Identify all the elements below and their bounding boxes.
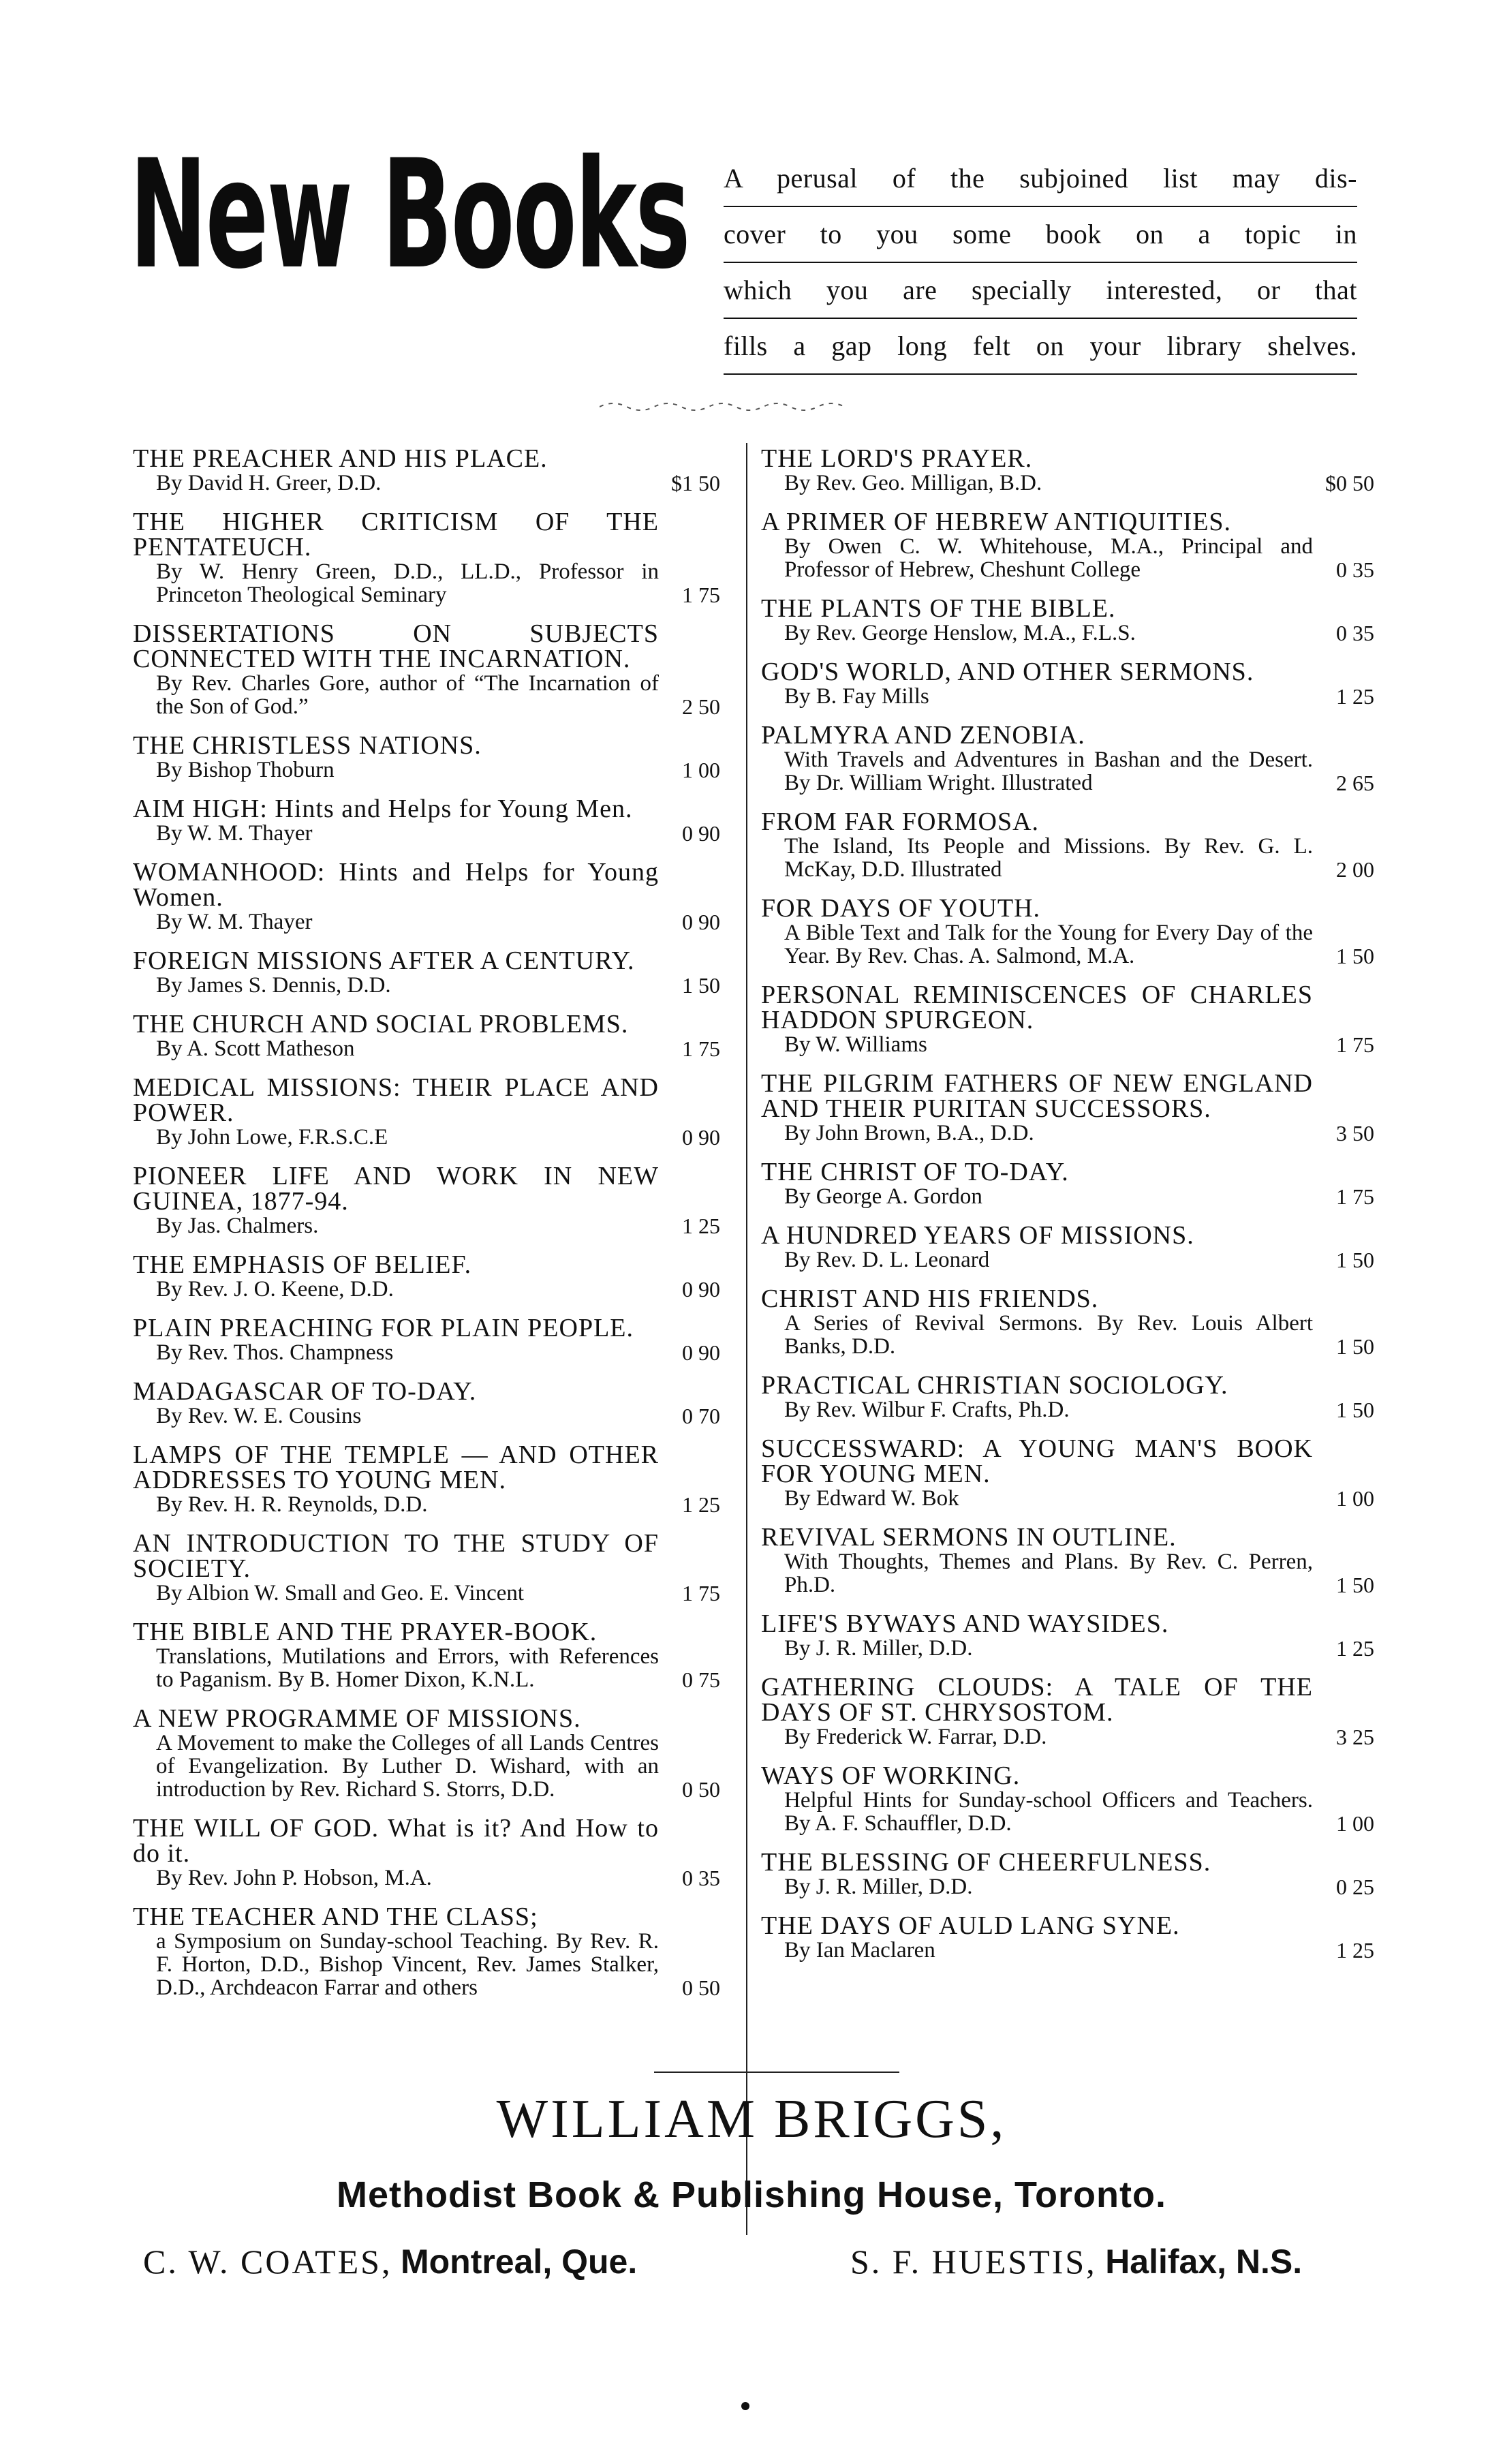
book-author: By Rev. John P. Hobson, M.A. xyxy=(156,1866,432,1890)
book-author: By Rev. Charles Gore, author of “The Incarnation of the Son of God.” xyxy=(156,671,659,719)
book-author: By Rev. H. R. Reynolds, D.D. xyxy=(156,1492,428,1517)
book-price: 0 25 xyxy=(1336,1875,1374,1899)
book-price: 1 75 xyxy=(682,583,720,607)
agent-name: S. F. HUESTIS, xyxy=(850,2243,1097,2281)
book-entry xyxy=(761,1675,1374,1749)
book-author: With Travels and Adventures in Bashan and the Desert. By Dr. William Wright. Illustrated xyxy=(784,748,1313,795)
book-author: By Albion W. Small and Geo. E. Vincent xyxy=(156,1581,525,1605)
book-entry xyxy=(761,660,1374,708)
agent-montreal xyxy=(143,2242,637,2281)
book-author: By B. Fay Mills xyxy=(784,684,929,709)
book-author: By Jas. Chalmers. xyxy=(156,1214,319,1238)
book-author: By George A. Gordon xyxy=(784,1184,982,1209)
book-title: FOREIGN MISSIONS AFTER A CENTURY. xyxy=(133,946,635,975)
agent-place: Montreal, Que. xyxy=(400,2243,638,2281)
book-price: 3 25 xyxy=(1336,1725,1374,1749)
book-title: THE CHURCH AND SOCIAL PROBLEMS. xyxy=(133,1010,629,1038)
book-price: 1 50 xyxy=(1336,944,1374,968)
book-author: By John Brown, B.A., D.D. xyxy=(784,1121,1034,1145)
book-title: WOMANHOOD: Hints and Helps for Young Women. xyxy=(133,858,659,912)
book-entry xyxy=(133,733,720,782)
book-price: 0 90 xyxy=(682,1125,720,1150)
book-author: A Bible Text and Talk for the Young for Every Day of the Year. By Rev. Chas. A. Salmond, M.A. xyxy=(784,921,1313,968)
book-title: THE TEACHER AND THE CLASS; xyxy=(133,1903,538,1931)
book-price: $1 50 xyxy=(671,471,720,495)
book-list-right xyxy=(761,446,1374,1977)
book-price: 0 70 xyxy=(682,1404,720,1428)
book-entry xyxy=(133,946,720,998)
book-entry xyxy=(761,983,1374,1056)
book-price: 0 50 xyxy=(682,1975,720,2000)
book-price: 0 50 xyxy=(682,1777,720,1802)
book-entry xyxy=(133,510,720,606)
book-price: 0 90 xyxy=(682,1340,720,1365)
publisher-name: WILLIAM BRIGGS, xyxy=(496,2089,1007,2149)
book-title: LAMPS OF THE TEMPLE — AND OTHER ADDRESSES TO YOUNG MEN. xyxy=(133,1441,659,1494)
intro-line: which you are specially interested, or that xyxy=(724,263,1357,319)
book-entry xyxy=(761,1071,1374,1145)
book-title: FOR DAYS OF YOUTH. xyxy=(761,894,1041,923)
book-title: THE BIBLE AND THE PRAYER-BOOK. xyxy=(133,1618,598,1646)
book-price: 0 90 xyxy=(682,910,720,934)
book-price: 1 50 xyxy=(682,973,720,998)
book-entry xyxy=(133,1379,720,1428)
book-title: THE WILL OF GOD. What is it? And How to do it. xyxy=(133,1814,659,1868)
book-author: By Rev. J. O. Keene, D.D. xyxy=(156,1277,394,1302)
book-entry xyxy=(761,896,1374,968)
book-price: 2 00 xyxy=(1336,857,1374,882)
book-title: THE PREACHER AND HIS PLACE. xyxy=(133,444,548,473)
book-title: GATHERING CLOUDS: A TALE OF THE DAYS OF ST. CHRYSOSTOM. xyxy=(761,1673,1313,1727)
book-price: 0 35 xyxy=(1336,557,1374,582)
book-price: 1 75 xyxy=(682,1581,720,1605)
intro-text xyxy=(724,151,1357,375)
book-price: 1 00 xyxy=(1336,1811,1374,1836)
book-price: 3 50 xyxy=(1336,1121,1374,1145)
book-entry xyxy=(133,1443,720,1516)
book-author: By Rev. D. L. Leonard xyxy=(784,1248,990,1272)
book-entry xyxy=(133,797,720,845)
book-price: 1 50 xyxy=(1336,1573,1374,1597)
book-title: MADAGASCAR OF TO-DAY. xyxy=(133,1377,477,1406)
book-author: By Rev. Wilbur F. Crafts, Ph.D. xyxy=(784,1398,1070,1422)
book-price: 0 35 xyxy=(1336,621,1374,645)
book-entry xyxy=(761,1436,1374,1510)
book-price: $0 50 xyxy=(1325,471,1374,495)
book-entry xyxy=(761,1761,1374,1836)
book-title: A PRIMER OF HEBREW ANTIQUITIES. xyxy=(761,508,1232,536)
book-price: 1 00 xyxy=(682,758,720,782)
book-entry xyxy=(761,723,1374,795)
book-title: PLAIN PREACHING FOR PLAIN PEOPLE. xyxy=(133,1314,634,1342)
book-entry xyxy=(133,1620,720,1691)
book-price: 1 50 xyxy=(1336,1334,1374,1359)
book-title: A NEW PROGRAMME OF MISSIONS. xyxy=(133,1704,581,1733)
book-entry xyxy=(133,1075,720,1149)
book-author: By A. Scott Matheson xyxy=(156,1036,355,1061)
book-author: By John Lowe, F.R.S.C.E xyxy=(156,1125,388,1150)
book-title: SUCCESSWARD: A YOUNG MAN'S BOOK FOR YOUNG MEN. xyxy=(761,1434,1313,1488)
book-entry xyxy=(761,807,1374,882)
book-author: a Symposium on Sunday-school Teaching. By Rev. R. F. Horton, D.D., Bishop Vincent, Rev. James Stalker, D.D., Archdeacon Farrar and others xyxy=(156,1929,659,2000)
intro-line: A perusal of the subjoined list may dis- xyxy=(724,151,1357,207)
book-entry xyxy=(133,1252,720,1301)
book-entry xyxy=(761,596,1374,645)
book-entry xyxy=(761,1284,1374,1359)
book-entry xyxy=(133,1905,720,1999)
book-price: 1 00 xyxy=(1336,1486,1374,1511)
ornament-divider xyxy=(600,399,845,412)
book-author: By Rev. W. E. Cousins xyxy=(156,1404,362,1428)
book-entry xyxy=(133,1012,720,1060)
book-entry xyxy=(133,621,720,718)
book-price: 1 50 xyxy=(1336,1398,1374,1422)
book-title: GOD'S WORLD, AND OTHER SERMONS. xyxy=(761,658,1254,686)
book-author: By Edward W. Bok xyxy=(784,1486,959,1511)
agent-name: C. W. COATES, xyxy=(143,2243,392,2281)
book-price: 1 50 xyxy=(1336,1248,1374,1272)
book-author: By Ian Maclaren xyxy=(784,1938,935,1962)
book-title: THE PILGRIM FATHERS OF NEW ENGLAND AND THEIR PURITAN SUCCESSORS. xyxy=(761,1069,1313,1123)
book-author: By Frederick W. Farrar, D.D. xyxy=(784,1725,1047,1749)
book-author: By David H. Greer, D.D. xyxy=(156,471,382,495)
book-title: THE LORD'S PRAYER. xyxy=(761,444,1033,473)
book-price: 2 50 xyxy=(682,694,720,719)
agent-place: Halifax, N.S. xyxy=(1105,2243,1303,2281)
book-price: 0 75 xyxy=(682,1667,720,1692)
book-price: 2 65 xyxy=(1336,771,1374,795)
book-entry xyxy=(761,1612,1374,1660)
book-price: 0 35 xyxy=(682,1866,720,1890)
book-title: PERSONAL REMINISCENCES OF CHARLES HADDON SPURGEON. xyxy=(761,981,1313,1034)
book-price: 1 75 xyxy=(1336,1184,1374,1209)
book-author: By J. R. Miller, D.D. xyxy=(784,1875,973,1899)
book-author: By Rev. Thos. Champness xyxy=(156,1340,394,1365)
agent-halifax xyxy=(850,2242,1302,2281)
book-author: By Rev. George Henslow, M.A., F.L.S. xyxy=(784,621,1136,645)
book-title: AIM HIGH: Hints and Helps for Young Men. xyxy=(133,795,633,823)
page-title: New Books xyxy=(129,127,689,302)
book-price: 1 75 xyxy=(682,1036,720,1061)
book-title: FROM FAR FORMOSA. xyxy=(761,807,1040,836)
book-title: CHRIST AND HIS FRIENDS. xyxy=(761,1284,1099,1313)
book-author: A Movement to make the Colleges of all Lands Centres of Evangelization. By Luther D. Wishard, with an introduction by Rev. Richard S. Storrs, D.D. xyxy=(156,1731,659,1802)
book-title: AN INTRODUCTION TO THE STUDY OF SOCIETY. xyxy=(133,1529,659,1583)
book-entry xyxy=(133,1706,720,1801)
book-author: By Bishop Thoburn xyxy=(156,758,335,782)
book-author: By W. M. Thayer xyxy=(156,910,313,934)
book-title: THE HIGHER CRITICISM OF THE PENTATEUCH. xyxy=(133,508,659,561)
book-title: A HUNDRED YEARS OF MISSIONS. xyxy=(761,1221,1194,1250)
book-author: Helpful Hints for Sunday-school Officers and Teachers. By A. F. Schauffler, D.D. xyxy=(784,1788,1313,1836)
footer-divider xyxy=(654,2072,899,2073)
book-price: 1 25 xyxy=(1336,1938,1374,1962)
book-price: 1 25 xyxy=(682,1492,720,1517)
book-title: THE BLESSING OF CHEERFULNESS. xyxy=(761,1848,1211,1877)
book-entry xyxy=(133,1816,720,1890)
book-title: THE CHRISTLESS NATIONS. xyxy=(133,731,482,760)
book-entry xyxy=(761,1525,1374,1597)
book-author: By James S. Dennis, D.D. xyxy=(156,973,391,998)
book-author: A Series of Revival Sermons. By Rev. Louis Albert Banks, D.D. xyxy=(784,1311,1313,1359)
book-entry xyxy=(133,1531,720,1605)
book-author: The Island, Its People and Missions. By Rev. G. L. McKay, D.D. Illustrated xyxy=(784,834,1313,882)
book-title: PRACTICAL CHRISTIAN SOCIOLOGY. xyxy=(761,1371,1228,1400)
book-price: 0 90 xyxy=(682,821,720,846)
book-price: 0 90 xyxy=(682,1277,720,1302)
book-title: THE DAYS OF AULD LANG SYNE. xyxy=(761,1911,1180,1940)
intro-line: cover to you some book on a topic in xyxy=(724,207,1357,263)
book-title: MEDICAL MISSIONS: THEIR PLACE AND POWER. xyxy=(133,1073,659,1127)
book-title: REVIVAL SERMONS IN OUTLINE. xyxy=(761,1523,1177,1552)
book-author: By W. M. Thayer xyxy=(156,821,313,846)
book-price: 1 75 xyxy=(1336,1032,1374,1057)
book-title: THE CHRIST OF TO-DAY. xyxy=(761,1158,1069,1186)
book-price: 1 25 xyxy=(1336,1636,1374,1661)
book-title: THE EMPHASIS OF BELIEF. xyxy=(133,1250,472,1279)
publishing-house: Methodist Book & Publishing House, Toronto. xyxy=(337,2174,1166,2215)
book-title: PALMYRA AND ZENOBIA. xyxy=(761,721,1085,750)
book-price: 1 25 xyxy=(682,1214,720,1238)
book-author: By J. R. Miller, D.D. xyxy=(784,1636,973,1661)
book-entry xyxy=(133,860,720,934)
book-entry xyxy=(761,1850,1374,1898)
book-entry xyxy=(133,1316,720,1364)
book-author: By W. Henry Green, D.D., LL.D., Professor in Princeton Theological Seminary xyxy=(156,559,659,607)
book-title: THE PLANTS OF THE BIBLE. xyxy=(761,594,1116,623)
book-author: By Rev. Geo. Milligan, B.D. xyxy=(784,471,1042,495)
book-entry xyxy=(133,446,720,495)
book-entry xyxy=(761,1373,1374,1421)
book-entry xyxy=(761,1913,1374,1962)
book-author: Translations, Mutilations and Errors, with References to Paganism. By B. Homer Dixon, K.N.L. xyxy=(156,1644,659,1692)
column-divider xyxy=(746,443,747,2235)
book-author: With Thoughts, Themes and Plans. By Rev. C. Perren, Ph.D. xyxy=(784,1550,1313,1597)
book-entry xyxy=(761,1223,1374,1272)
book-entry xyxy=(133,1164,720,1237)
book-entry xyxy=(761,446,1374,495)
book-author: By W. Williams xyxy=(784,1032,927,1057)
book-title: LIFE'S BYWAYS AND WAYSIDES. xyxy=(761,1610,1169,1638)
book-list-left xyxy=(133,446,720,2014)
book-title: PIONEER LIFE AND WORK IN NEW GUINEA, 1877-94. xyxy=(133,1162,659,1216)
page-mark xyxy=(741,2402,749,2410)
book-price: 1 25 xyxy=(1336,684,1374,709)
book-title: DISSERTATIONS ON SUBJECTS CONNECTED WITH THE INCARNATION. xyxy=(133,619,659,673)
book-author: By Owen C. W. Whitehouse, M.A., Principal and Professor of Hebrew, Cheshunt College xyxy=(784,534,1313,582)
book-entry xyxy=(761,510,1374,581)
book-title: WAYS OF WORKING. xyxy=(761,1761,1021,1790)
book-entry xyxy=(761,1160,1374,1208)
intro-line: fills a gap long felt on your library shelves. xyxy=(724,319,1357,375)
